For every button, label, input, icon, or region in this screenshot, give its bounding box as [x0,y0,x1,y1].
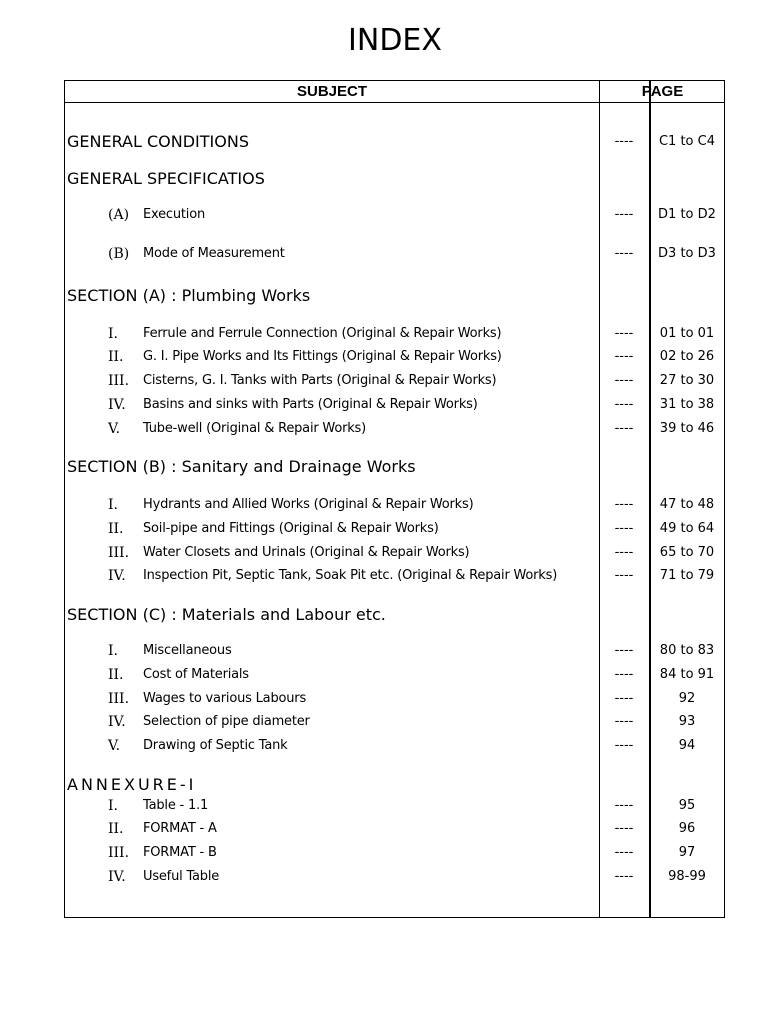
item-text: Ferrule and Ferrule Connection (Original & Repair Works) [143,326,502,341]
item-text: Cisterns, G. I. Tanks with Parts (Original & Repair Works) [143,373,497,388]
list-item [64,819,725,839]
page-range: 39 to 46 [659,421,715,436]
item-number: I. [108,497,118,513]
list-item [64,843,725,863]
item-text: Soil-pipe and Fittings (Original & Repair Works) [143,521,439,536]
page-range: 94 [678,738,696,753]
page-range: C1 to C4 [658,134,715,149]
list-item [64,689,725,709]
leader-dash: ---- [614,845,634,860]
section-heading: SECTION (A) : Plumbing Works [67,286,311,305]
list-item [64,543,725,563]
header-divider [65,102,724,103]
page-range: 31 to 38 [659,397,715,412]
leader-dash: ---- [614,821,634,836]
leader-dash: ---- [614,246,634,261]
leader-dash: ---- [614,134,634,149]
page-range: D3 to D3 [658,246,716,261]
item-number: V. [108,421,121,437]
page-range: 80 to 83 [659,643,715,658]
annexure-row [64,775,725,795]
item-number: III. [108,373,130,389]
list-item [64,641,725,661]
list-item [64,419,725,439]
item-text: Basins and sinks with Parts (Original & Repair Works) [143,397,478,412]
leader-dash: ---- [614,738,634,753]
item-number: II. [108,821,124,837]
page-range: 97 [678,845,696,860]
leader-dash: ---- [614,521,634,536]
page-range: 71 to 79 [659,568,715,583]
leader-dash: ---- [614,869,634,884]
general-conditions-row [64,132,725,152]
list-item [64,796,725,816]
item-number: IV. [108,869,126,885]
leader-dash: ---- [614,568,634,583]
page-range: 93 [678,714,696,729]
leader-dash: ---- [614,497,634,512]
item-text: Miscellaneous [143,643,232,658]
item-number: IV. [108,568,126,584]
item-number: V. [108,738,121,754]
item-text: Cost of Materials [143,667,249,682]
item-number: III. [108,545,130,561]
page-range: 92 [678,691,696,706]
list-item [64,244,725,264]
page-range: 95 [678,798,696,813]
leader-dash: ---- [614,714,634,729]
leader-dash: ---- [614,421,634,436]
leader-dash: ---- [614,667,634,682]
page-range: 49 to 64 [659,521,715,536]
item-number: I. [108,326,118,342]
item-text: G. I. Pipe Works and Its Fittings (Original & Repair Works) [143,349,502,364]
item-number: I. [108,798,118,814]
item-number: III. [108,691,130,707]
leader-dash: ---- [614,545,634,560]
section-heading: GENERAL SPECIFICATIOS [67,169,265,188]
list-item [64,205,725,225]
leader-dash: ---- [614,643,634,658]
item-number: II. [108,349,124,365]
item-text: Table - 1.1 [143,798,209,813]
item-text: FORMAT - B [143,845,217,860]
section-b-row [64,457,725,477]
item-number: (B) [108,246,130,262]
section-heading: SECTION (B) : Sanitary and Drainage Works [67,457,416,476]
list-item [64,665,725,685]
item-number: III. [108,845,130,861]
item-text: Mode of Measurement [143,246,285,261]
page-title: INDEX [348,23,442,58]
item-text: Selection of pipe diameter [143,714,310,729]
leader-dash: ---- [614,326,634,341]
item-text: Hydrants and Allied Works (Original & Repair Works) [143,497,474,512]
section-heading: SECTION (C) : Materials and Labour etc. [67,605,386,624]
leader-dash: ---- [614,691,634,706]
list-item [64,566,725,586]
page-range: 01 to 01 [659,326,715,341]
item-number: IV. [108,714,126,730]
item-number: II. [108,521,124,537]
item-number: IV. [108,397,126,413]
leader-dash: ---- [614,798,634,813]
page-range: 96 [678,821,696,836]
item-number: I. [108,643,118,659]
page-range: 98-99 [668,869,706,884]
item-text: Inspection Pit, Septic Tank, Soak Pit etc. (Original & Repair Works) [143,568,558,583]
page-range: 47 to 48 [659,497,715,512]
page-range: 65 to 70 [659,545,715,560]
item-number: II. [108,667,124,683]
item-text: Execution [143,207,205,222]
section-heading: ANNEXURE-I [67,775,197,794]
list-item [64,712,725,732]
page-range: 27 to 30 [659,373,715,388]
page-range: D1 to D2 [658,207,716,222]
page-range: 84 to 91 [659,667,715,682]
leader-dash: ---- [614,397,634,412]
leader-dash: ---- [614,349,634,364]
list-item [64,395,725,415]
page-column-header: PAGE [641,83,684,100]
leader-dash: ---- [614,207,634,222]
list-item [64,371,725,391]
item-text: FORMAT - A [143,821,217,836]
section-a-row [64,286,725,306]
general-specifications-row [64,169,725,189]
item-text: Useful Table [143,869,220,884]
item-text: Tube-well (Original & Repair Works) [143,421,366,436]
section-c-row [64,605,725,625]
item-text: Drawing of Septic Tank [143,738,288,753]
item-number: (A) [108,207,130,223]
list-item [64,347,725,367]
list-item [64,495,725,515]
list-item [64,519,725,539]
item-text: Water Closets and Urinals (Original & Repair Works) [143,545,470,560]
list-item [64,324,725,344]
section-heading: GENERAL CONDITIONS [67,132,249,151]
list-item [64,736,725,756]
leader-dash: ---- [614,373,634,388]
list-item [64,867,725,887]
item-text: Wages to various Labours [143,691,307,706]
page-range: 02 to 26 [659,349,715,364]
subject-column-header: SUBJECT [296,83,367,100]
